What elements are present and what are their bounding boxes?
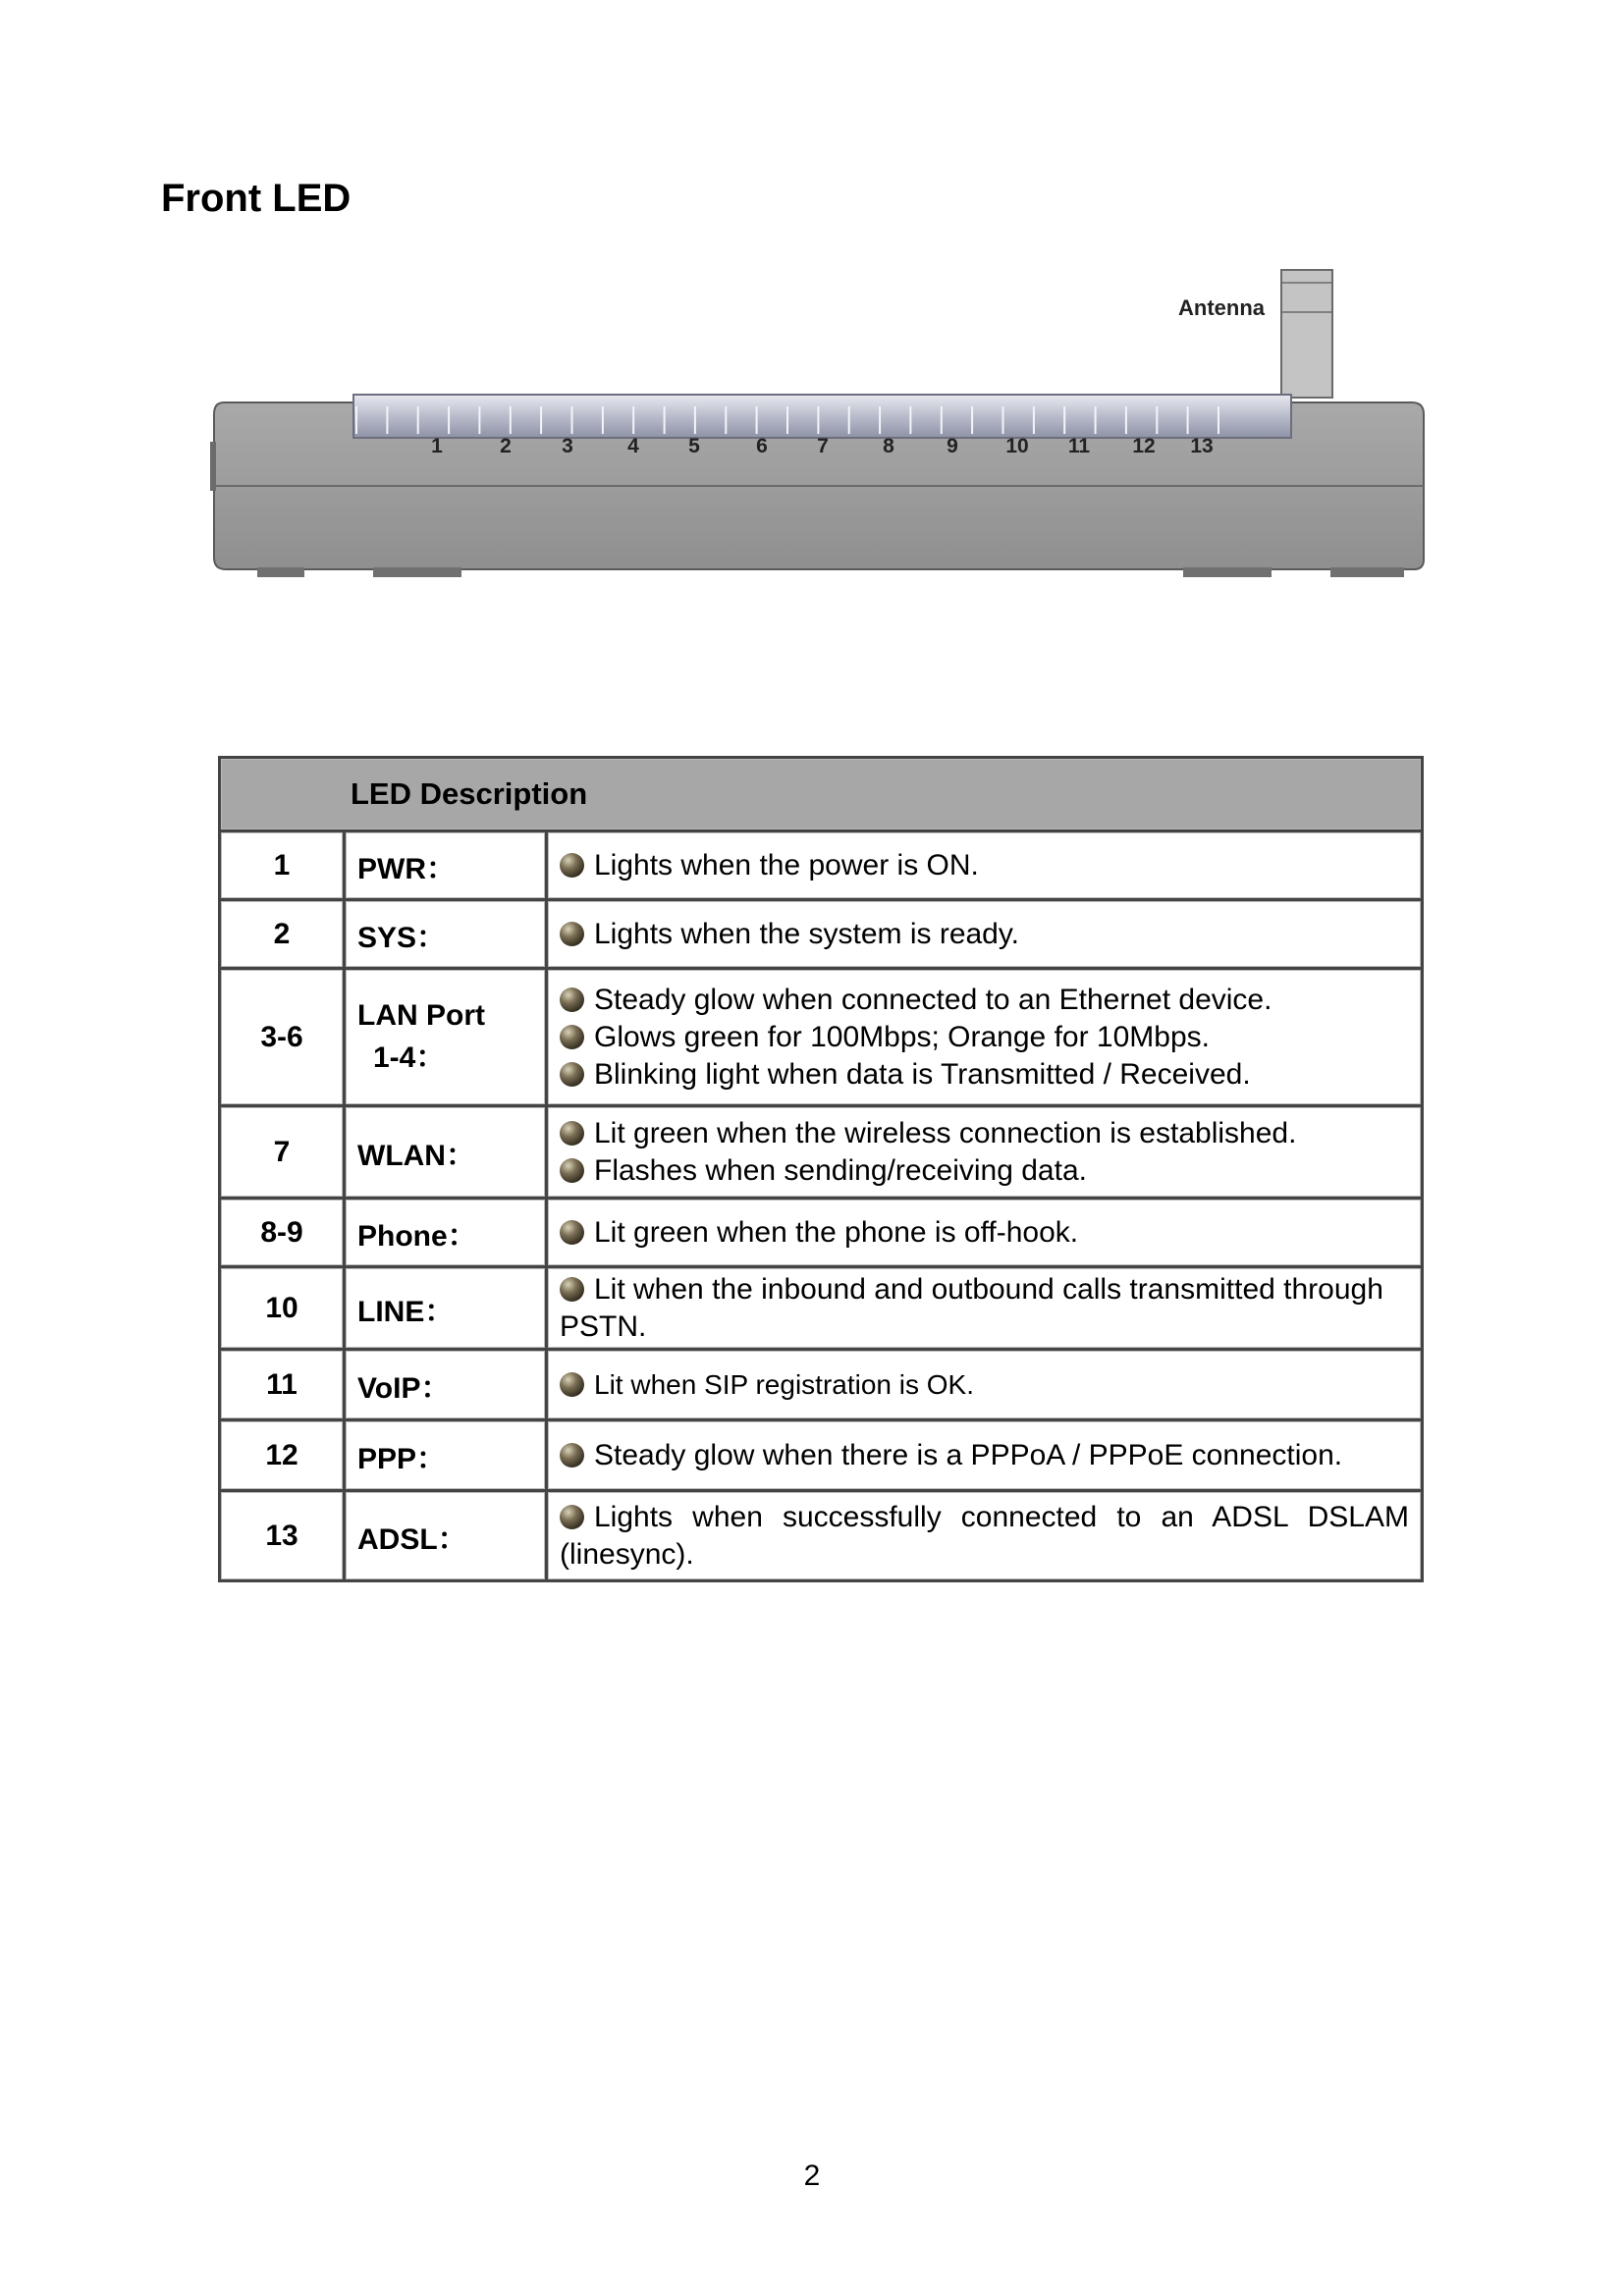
description-line: Blinking light when data is Transmitted / Received. xyxy=(594,1057,1251,1091)
page-number: 2 xyxy=(803,2160,821,2192)
bullet-icon xyxy=(560,1505,584,1529)
table-header: LED Description xyxy=(220,758,1423,831)
led-number: 10 xyxy=(220,1267,345,1350)
page-title: Front LED xyxy=(161,177,352,220)
table-header-row xyxy=(220,758,1423,831)
port-number: 6 xyxy=(756,435,768,457)
antenna xyxy=(1281,270,1332,398)
bullet-icon xyxy=(560,1025,584,1049)
led-slot-divider xyxy=(1187,406,1189,434)
led-slot-divider xyxy=(1125,406,1127,434)
led-slot-divider xyxy=(1033,406,1035,434)
led-slot-divider xyxy=(355,406,357,434)
description-line: Lights when the system is ready. xyxy=(594,917,1019,950)
led-slot-divider xyxy=(1002,406,1004,434)
led-name-line: LAN Port xyxy=(357,998,485,1032)
led-number: 13 xyxy=(220,1491,345,1581)
bullet-icon xyxy=(560,1062,584,1087)
led-slot-divider xyxy=(478,406,480,434)
led-slot-divider xyxy=(417,406,419,434)
port-number: 9 xyxy=(947,435,958,457)
description-line: Lit green when the phone is off-hook. xyxy=(594,1215,1079,1249)
led-slot-divider xyxy=(602,406,604,434)
table-row xyxy=(220,831,1423,900)
led-slot-divider xyxy=(1063,406,1065,434)
port-number: 3 xyxy=(562,435,573,457)
led-description xyxy=(547,1491,1423,1581)
led-slot-divider xyxy=(694,406,696,434)
led-description-table xyxy=(218,756,1424,1582)
led-slot-divider xyxy=(971,406,973,434)
led-slot-divider xyxy=(664,406,666,434)
table-row xyxy=(220,1199,1423,1267)
led-description xyxy=(547,1106,1423,1199)
led-name: SYS： xyxy=(345,900,547,969)
description-line: Flashes when sending/receiving data. xyxy=(594,1153,1087,1187)
led-slot-divider xyxy=(510,406,512,434)
led-name: PPP： xyxy=(345,1420,547,1491)
description-line: Glows green for 100Mbps; Orange for 10Mbps. xyxy=(594,1020,1210,1053)
led-number: 8-9 xyxy=(220,1199,345,1267)
led-slot-divider xyxy=(756,406,758,434)
table-row xyxy=(220,969,1423,1106)
router-front-diagram xyxy=(206,255,1434,589)
led-slot-divider xyxy=(725,406,727,434)
led-number: 2 xyxy=(220,900,345,969)
led-name: WLAN： xyxy=(345,1106,547,1199)
led-slot-divider xyxy=(879,406,881,434)
led-number: 3-6 xyxy=(220,969,345,1106)
table-row xyxy=(220,1267,1423,1350)
port-number: 13 xyxy=(1190,435,1214,457)
description-line: Lights when successfully connected to an ADSL DSLAM (linesync). xyxy=(560,1500,1409,1571)
description-line: Lit when SIP registration is OK. xyxy=(594,1368,974,1400)
led-slot-divider xyxy=(540,406,542,434)
led-slot-divider xyxy=(786,406,788,434)
port-number: 5 xyxy=(688,435,700,457)
bullet-icon xyxy=(560,1220,584,1245)
port-number: 8 xyxy=(883,435,894,457)
bullet-icon xyxy=(560,1372,584,1397)
led-description xyxy=(547,900,1423,969)
led-name: Phone： xyxy=(345,1199,547,1267)
description-line: Lit green when the wireless connection is established. xyxy=(594,1116,1297,1149)
led-panel xyxy=(353,395,1291,438)
led-slot-divider xyxy=(1156,406,1158,434)
description-line: Steady glow when connected to an Ethernet device. xyxy=(594,983,1272,1016)
description-line: Lights when the power is ON. xyxy=(594,848,979,881)
led-slot-divider xyxy=(1218,406,1219,434)
port-number: 7 xyxy=(817,435,829,457)
led-description xyxy=(547,969,1423,1106)
led-name: PWR： xyxy=(345,831,547,900)
led-slot-divider xyxy=(817,406,819,434)
led-description xyxy=(547,1267,1423,1350)
led-name: ADSL： xyxy=(345,1491,547,1581)
bullet-icon xyxy=(560,1158,584,1183)
led-slot-divider xyxy=(848,406,850,434)
led-slot-divider xyxy=(941,406,943,434)
port-number: 10 xyxy=(1005,435,1029,457)
led-name: LINE： xyxy=(345,1267,547,1350)
led-number: 12 xyxy=(220,1420,345,1491)
led-slot-divider xyxy=(632,406,634,434)
led-name: VoIP： xyxy=(345,1350,547,1420)
bullet-icon xyxy=(560,1443,584,1468)
led-slot-divider xyxy=(386,406,388,434)
led-slot-divider xyxy=(571,406,573,434)
bullet-icon xyxy=(560,988,584,1012)
port-number: 11 xyxy=(1067,435,1091,457)
led-description xyxy=(547,1350,1423,1420)
antenna-label: Antenna xyxy=(1178,295,1265,320)
port-number: 2 xyxy=(500,435,512,457)
table-row xyxy=(220,1420,1423,1491)
table-row xyxy=(220,1491,1423,1581)
led-description xyxy=(547,831,1423,900)
bullet-icon xyxy=(560,1277,584,1302)
led-description xyxy=(547,1420,1423,1491)
led-number: 7 xyxy=(220,1106,345,1199)
led-number: 11 xyxy=(220,1350,345,1420)
foot-left xyxy=(257,567,304,577)
table-row xyxy=(220,900,1423,969)
led-name xyxy=(345,969,547,1106)
table-row xyxy=(220,1350,1423,1420)
led-slot-divider xyxy=(909,406,911,434)
led-description xyxy=(547,1199,1423,1267)
port-number: 4 xyxy=(627,435,639,457)
bullet-icon xyxy=(560,922,584,946)
port-number: 1 xyxy=(431,435,443,457)
led-slot-divider xyxy=(1095,406,1097,434)
led-number: 1 xyxy=(220,831,345,900)
description-line: Steady glow when there is a PPPoA / PPPoE connection. xyxy=(594,1438,1343,1471)
foot-right xyxy=(1330,567,1404,577)
description-line: Lit when the inbound and outbound calls transmitted through PSTN. xyxy=(560,1272,1383,1343)
table-row xyxy=(220,1106,1423,1199)
bullet-icon xyxy=(560,1121,584,1146)
bullet-icon xyxy=(560,853,584,878)
led-name-line: 1-4： xyxy=(373,1041,446,1074)
led-slot-divider xyxy=(448,406,450,434)
port-number: 12 xyxy=(1132,435,1156,457)
